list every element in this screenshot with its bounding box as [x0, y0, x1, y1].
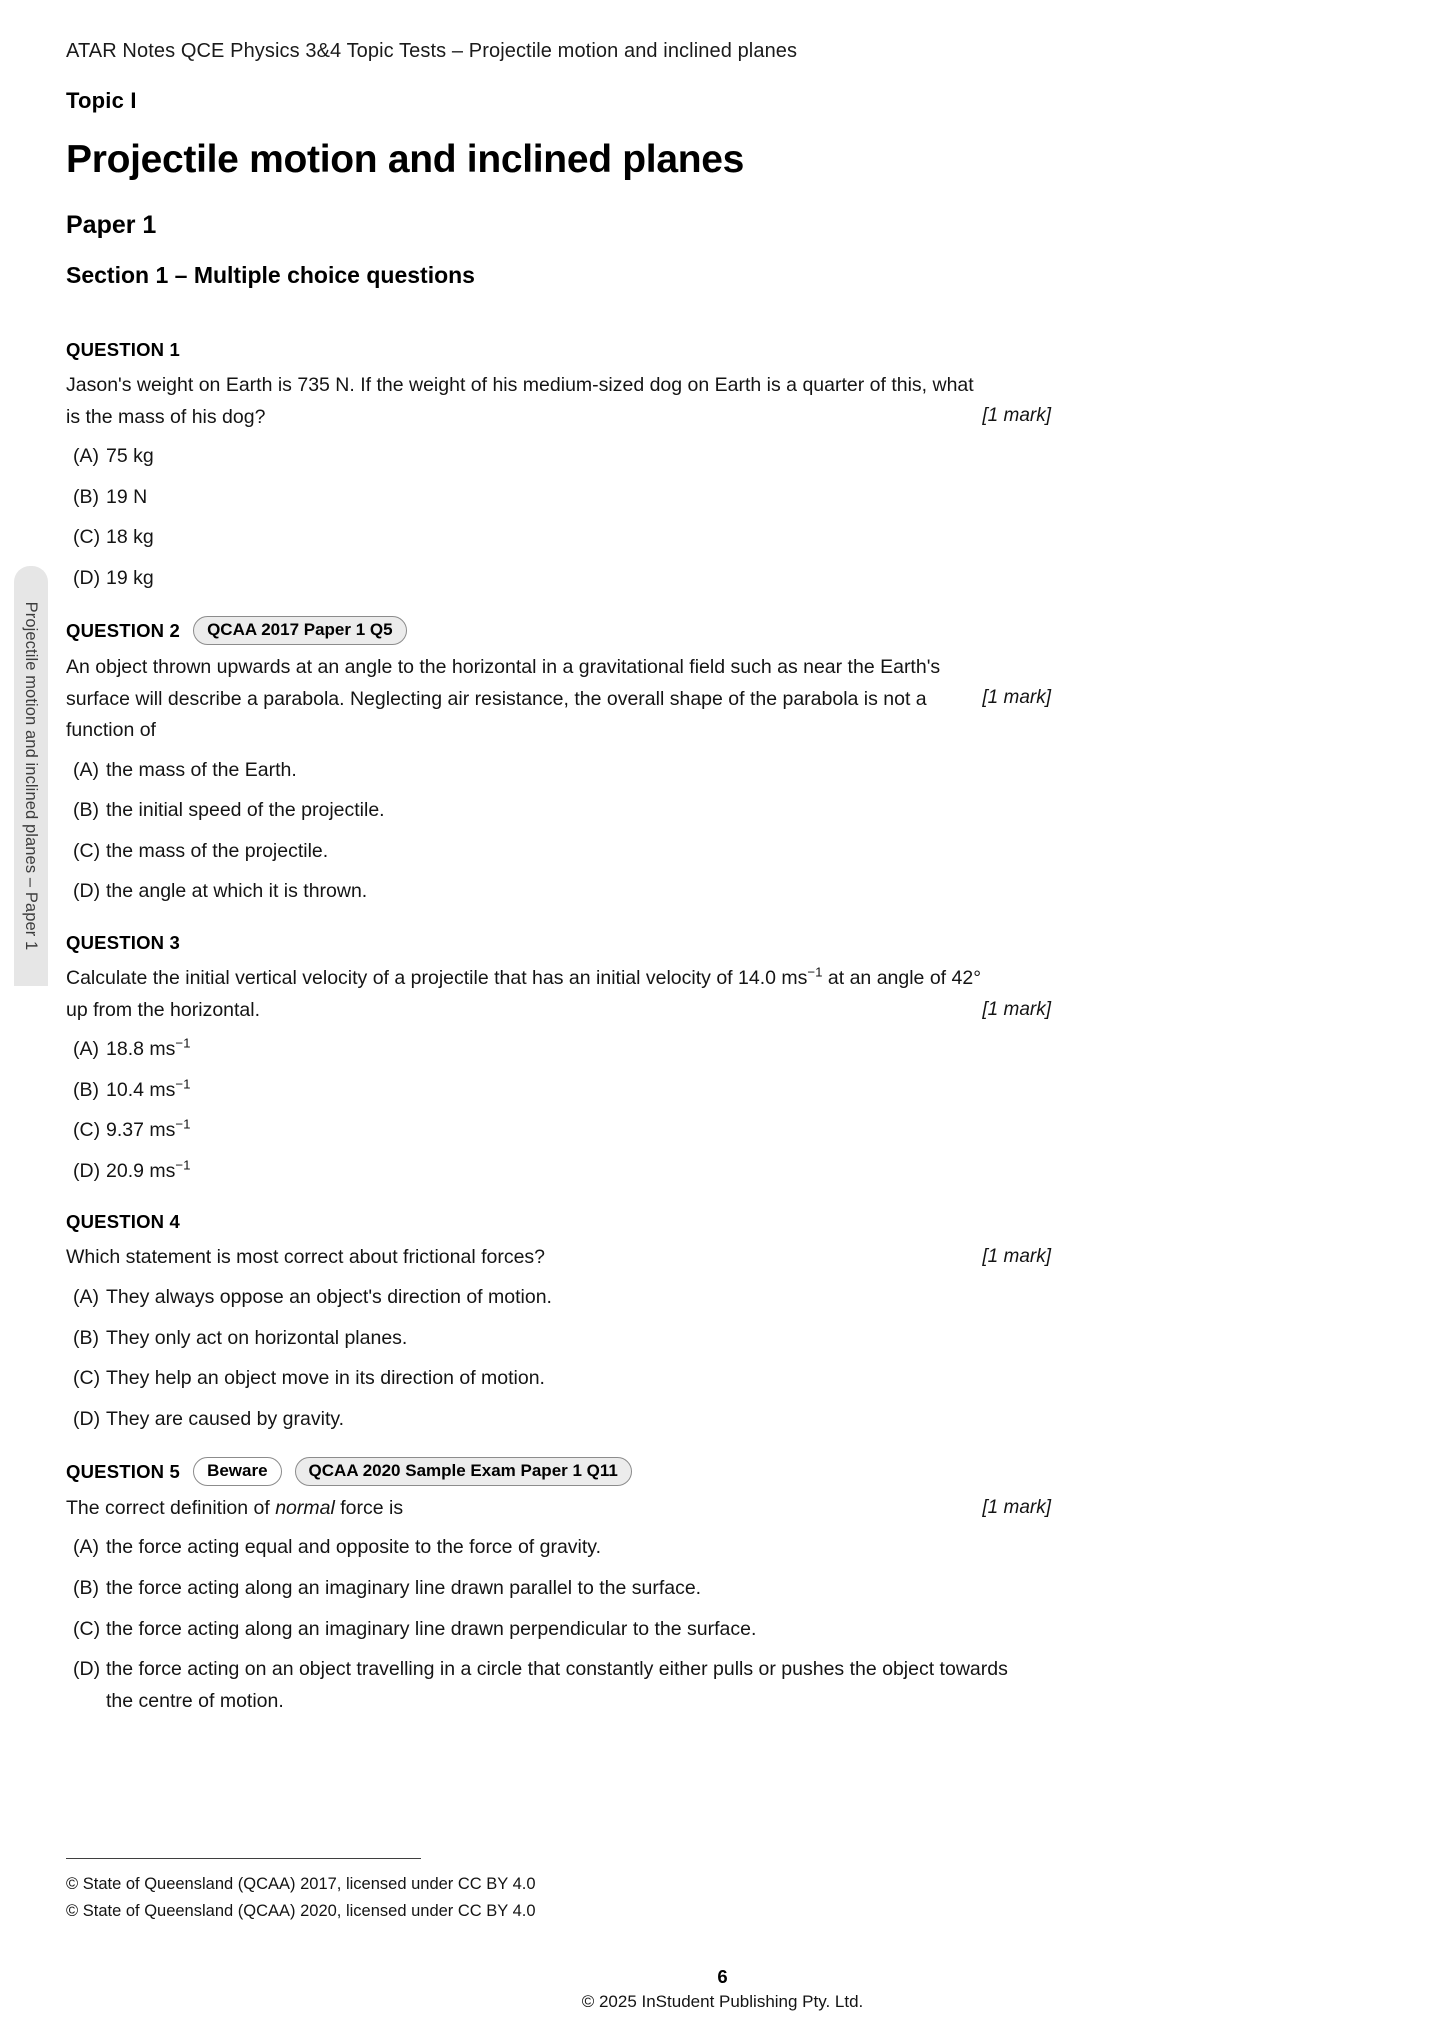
answer-option[interactable]	[66, 1115, 1051, 1147]
marks-label: [1 mark]	[982, 1246, 1051, 1268]
question-header	[66, 1209, 1051, 1235]
marks-label: [1 mark]	[982, 998, 1051, 1020]
answer-option[interactable]	[66, 522, 1051, 554]
answer-option[interactable]	[66, 1404, 1051, 1436]
option-text: They always oppose an object's direction of motion.	[106, 1286, 552, 1309]
answer-options	[66, 441, 1051, 594]
option-letter: (C)	[73, 1119, 101, 1142]
option-text: the force acting equal and opposite to the force of gravity.	[106, 1536, 602, 1559]
question-body	[66, 652, 1051, 747]
answer-option[interactable]	[66, 1532, 1051, 1564]
option-letter: (D)	[73, 566, 101, 589]
option-letter: (B)	[73, 1326, 99, 1349]
answer-option[interactable]	[66, 1034, 1051, 1066]
question-text: The correct definition of normal force is	[66, 1496, 404, 1519]
answer-options	[66, 1532, 1051, 1717]
answer-options	[66, 1282, 1051, 1435]
option-letter: (B)	[73, 485, 99, 508]
question-block	[66, 1457, 1051, 1717]
option-text: the mass of the Earth.	[106, 758, 297, 781]
answer-option[interactable]	[66, 755, 1051, 787]
option-text: 19 kg	[106, 566, 154, 589]
question-body	[66, 370, 1051, 433]
answer-option[interactable]	[66, 876, 1051, 908]
copyright-notice: © 2025 InStudent Publishing Pty. Ltd.	[581, 1992, 864, 2011]
option-letter: (D)	[73, 1159, 101, 1182]
answer-option[interactable]	[66, 1282, 1051, 1314]
question-body	[66, 963, 1051, 1026]
option-text: the mass of the projectile.	[106, 839, 329, 862]
answer-option[interactable]	[66, 836, 1051, 868]
answer-option[interactable]	[66, 1156, 1051, 1188]
answer-option[interactable]	[66, 1654, 1051, 1717]
question-header	[66, 337, 1051, 363]
section-label: Section 1 – Multiple choice questions	[66, 261, 475, 288]
question-text: Jason's weight on Earth is 735 N. If the weight of his medium-sized dog on Earth is a quarter of this, what is the mass of his dog?	[66, 373, 974, 428]
question-body	[66, 1493, 1051, 1525]
question-badge: QCAA 2017 Paper 1 Q5	[193, 616, 407, 645]
option-text: the force acting along an imaginary line drawn parallel to the surface.	[106, 1577, 702, 1600]
option-text: 75 kg	[106, 445, 154, 468]
question-body	[66, 1242, 1051, 1274]
option-text: the force acting along an imaginary line drawn perpendicular to the surface.	[106, 1617, 757, 1640]
option-text: the angle at which it is thrown.	[106, 880, 368, 903]
page-number: 6	[717, 1966, 728, 1987]
running-head: ATAR Notes QCE Physics 3&4 Topic Tests – Projectile motion and inclined planes	[66, 40, 798, 62]
question-badge: Beware	[193, 1457, 281, 1486]
side-tab-label: Projectile motion and inclined planes – Paper 1	[22, 601, 41, 951]
questions-list	[66, 337, 1051, 1717]
option-text: 20.9 $ms^{-1}$	[106, 1157, 191, 1182]
option-letter: (A)	[73, 1536, 99, 1559]
question-block	[66, 616, 1051, 908]
option-text: 10.4 $ms^{-1}$	[106, 1076, 191, 1101]
option-letter: (C)	[73, 839, 101, 862]
question-header	[66, 1457, 1051, 1486]
question-block	[66, 930, 1051, 1187]
answer-option[interactable]	[66, 1614, 1051, 1646]
footnote-divider	[66, 1858, 421, 1859]
option-text: They are caused by gravity.	[106, 1407, 345, 1430]
marks-label: [1 mark]	[982, 1496, 1051, 1518]
answer-option[interactable]	[66, 1075, 1051, 1107]
answer-options	[66, 755, 1051, 908]
question-block	[66, 337, 1051, 594]
paper-label: Paper 1	[66, 210, 157, 239]
option-text: They only act on horizontal planes.	[106, 1326, 408, 1349]
answer-options	[66, 1034, 1051, 1187]
page-title: Projectile motion and inclined planes	[66, 138, 745, 181]
marks-label: [1 mark]	[982, 405, 1051, 427]
footnotes	[66, 1858, 666, 1924]
answer-option[interactable]	[66, 1363, 1051, 1395]
question-number: QUESTION 1	[66, 338, 181, 360]
option-letter: (C)	[73, 1617, 101, 1640]
page-footer	[0, 1966, 1445, 2012]
option-text: 19 N	[106, 485, 148, 508]
page-content	[66, 88, 1051, 1739]
footnote-item: © State of Queensland (QCAA) 2020, licensed under CC BY 4.0	[66, 1901, 536, 1920]
option-letter: (B)	[73, 1078, 99, 1101]
option-letter: (A)	[73, 758, 99, 781]
question-text: Which statement is most correct about frictional forces?	[66, 1246, 546, 1269]
topic-label: Topic I	[66, 88, 137, 113]
option-letter: (C)	[73, 526, 101, 549]
option-letter: (A)	[73, 1038, 99, 1061]
question-header	[66, 930, 1051, 956]
answer-option[interactable]	[66, 1323, 1051, 1355]
option-text: the force acting on an object travelling in a circle that constantly either pulls or pushes the object towards the centre of motion.	[106, 1658, 1008, 1712]
option-letter: (D)	[73, 880, 101, 903]
question-text: Calculate the initial vertical velocity of a projectile that has an initial velocity of 14.0 $ms^{-1}$ at an angle of 42° up from the horizontal.	[66, 964, 981, 1021]
option-letter: (B)	[73, 1577, 99, 1600]
option-text: the initial speed of the projectile.	[106, 799, 385, 822]
option-text: 18.8 $ms^{-1}$	[106, 1035, 191, 1061]
option-letter: (C)	[73, 1367, 101, 1390]
answer-option[interactable]	[66, 441, 1051, 473]
answer-option[interactable]	[66, 482, 1051, 514]
marks-label: [1 mark]	[982, 687, 1051, 709]
question-number: QUESTION 4	[66, 1211, 181, 1233]
option-letter: (D)	[73, 1407, 101, 1430]
option-letter: (D)	[73, 1658, 101, 1681]
question-header	[66, 616, 1051, 645]
answer-option[interactable]	[66, 563, 1051, 595]
option-text: 18 kg	[106, 526, 154, 549]
question-number: QUESTION 2	[66, 619, 181, 641]
question-badge: QCAA 2020 Sample Exam Paper 1 Q11	[295, 1457, 632, 1486]
side-tab	[14, 566, 48, 986]
question-block	[66, 1209, 1051, 1435]
option-text: They help an object move in its direction of motion.	[106, 1367, 545, 1390]
option-letter: (A)	[73, 1286, 99, 1309]
question-text: An object thrown upwards at an angle to the horizontal in a gravitational field such as near the Earth's surface will describe a parabola. Neglecting air resistance, the overall shape of the parabola is not a function of	[66, 655, 941, 742]
question-number: QUESTION 5	[66, 1460, 181, 1482]
option-letter: (B)	[73, 799, 99, 822]
answer-option[interactable]	[66, 1573, 1051, 1605]
question-number: QUESTION 3	[66, 932, 181, 953]
option-text: 9.37 $ms^{-1}$	[106, 1116, 191, 1142]
answer-option[interactable]	[66, 795, 1051, 827]
option-letter: (A)	[73, 445, 99, 468]
footnote-item: © State of Queensland (QCAA) 2017, licensed under CC BY 4.0	[66, 1875, 536, 1893]
